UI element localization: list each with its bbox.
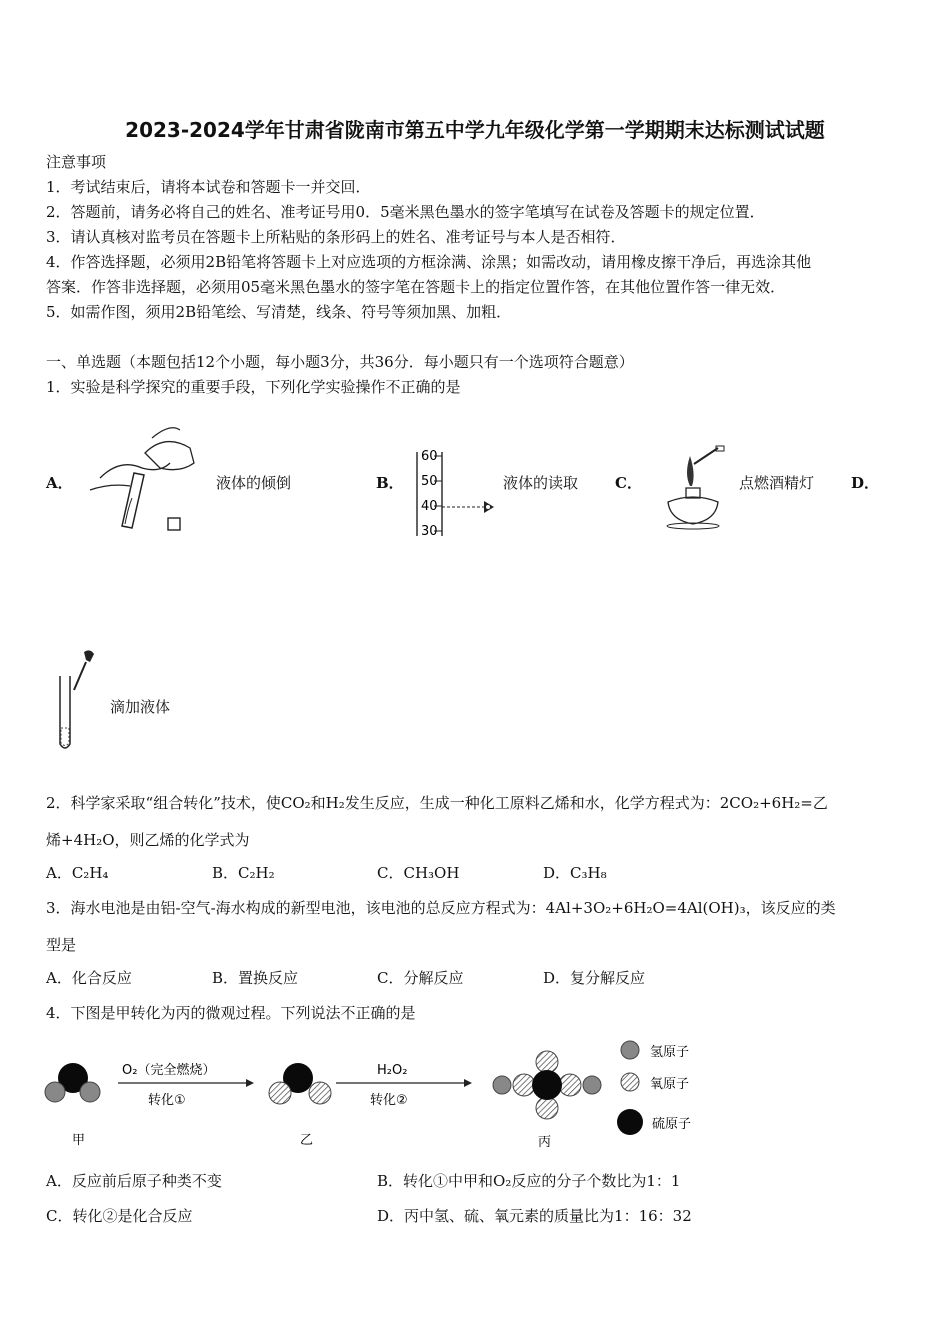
legend-oxygen-swatch	[621, 1073, 639, 1091]
q3-option-a: A．化合反应	[46, 969, 132, 987]
q3-option-d: D．复分解反应	[543, 969, 646, 987]
notice-heading: 注意事项	[46, 153, 107, 171]
notice-item: 答案．作答非选择题，必须用05毫米黑色墨水的签字笔在答题卡上的指定位置作答，在其他位置作答一律无效．	[46, 278, 786, 296]
notice-item: 4．作答选择题，必须用2B铅笔将答题卡上对应选项的方框涂满、涂黑；如需改动，请用橡皮擦干净后，再选涂其他	[46, 253, 812, 271]
page-title: 2023-2024学年甘肃省陇南市第五中学九年级化学第一学期期末达标测试试题	[125, 118, 825, 142]
q1-option-b-letter: B．	[376, 474, 404, 492]
notice-item: 3．请认真核对监考员在答题卡上所粘贴的条形码上的姓名、准考证号与本人是否相符．	[46, 228, 626, 246]
q2-option-c: C．CH₃OH	[377, 864, 460, 882]
q1-option-d-letter: D．	[851, 474, 880, 492]
legend-sulfur: 硫原子	[652, 1117, 692, 1132]
label-bing: 丙	[538, 1135, 552, 1150]
arrow1-bottom-label: 转化①	[148, 1093, 186, 1108]
q4-option-b: B．转化①中甲和O₂反应的分子个数比为1：1	[377, 1172, 681, 1190]
notice-item: 2．答题前，请务必将自己的姓名、准考证号用0．5毫米黑色墨水的签字笔填写在试卷及答题卡的规定位置．	[46, 203, 765, 221]
q2-option-d: D．C₃H₈	[543, 864, 607, 882]
dropper-testtube-illustration	[50, 648, 100, 753]
q4-stem: 4．下图是甲转化为丙的微观过程。下列说法不正确的是	[46, 1004, 416, 1022]
q1-option-d-text: 滴加液体	[110, 698, 171, 716]
q1-option-a-letter: A．	[46, 474, 73, 492]
q1-option-c-letter: C．	[615, 474, 642, 492]
legend-hydrogen: 氢原子	[650, 1045, 690, 1060]
q2-option-a: A．C₂H₄	[46, 864, 109, 882]
q3-stem-line2: 型是	[46, 936, 77, 954]
q3-option-c: C．分解反应	[377, 969, 464, 987]
label-jia: 甲	[72, 1133, 86, 1148]
alcohol-lamp-illustration	[660, 446, 730, 531]
q2-option-b: B．C₂H₂	[212, 864, 275, 882]
molecule-transformation-diagram	[40, 1040, 740, 1155]
cylinder-tick-label: 50	[421, 474, 438, 489]
label-yi: 乙	[300, 1133, 314, 1148]
q1-stem: 1．实验是科学探究的重要手段，下列化学实验操作不正确的是	[46, 378, 461, 396]
arrow1-top-label: O₂（完全燃烧）	[122, 1063, 216, 1078]
q1-option-a-text: 液体的倾倒	[216, 474, 292, 492]
graduated-cylinder-illustration	[412, 450, 502, 540]
q2-stem-line1: 2．科学家采取“组合转化”技术，使CO₂和H₂发生反应，生成一种化工原料乙烯和水，化学方程式为：2CO₂+6H₂=乙	[46, 794, 828, 812]
q4-option-a: A．反应前后原子种类不变	[46, 1172, 222, 1190]
q4-option-d: D．丙中氢、硫、氧元素的质量比为1：16：32	[377, 1207, 692, 1225]
legend-hydrogen-swatch	[621, 1041, 639, 1059]
pour-liquid-illustration	[80, 418, 200, 533]
arrow2-top-label: H₂O₂	[377, 1063, 408, 1078]
section-heading: 一、单选题（本题包括12个小题，每小题3分，共36分．每小题只有一个选项符合题意）	[46, 353, 634, 371]
q3-option-b: B．置换反应	[212, 969, 299, 987]
cylinder-tick-label: 40	[421, 499, 438, 514]
notice-item: 5．如需作图，须用2B铅笔绘、写清楚，线条、符号等须加黑、加粗．	[46, 303, 512, 321]
q1-option-c-text: 点燃酒精灯	[739, 474, 815, 492]
q1-option-b-text: 液体的读取	[503, 474, 579, 492]
notice-item: 1．考试结束后，请将本试卷和答题卡一并交回．	[46, 178, 371, 196]
q4-option-c: C．转化②是化合反应	[46, 1207, 193, 1225]
legend-oxygen: 氧原子	[650, 1077, 690, 1092]
cylinder-tick-label: 30	[421, 524, 438, 539]
legend-sulfur-swatch	[617, 1109, 643, 1135]
arrow2-bottom-label: 转化②	[370, 1093, 408, 1108]
q2-stem-line2: 烯+4H₂O，则乙烯的化学式为	[46, 831, 250, 849]
cylinder-tick-label: 60	[421, 449, 438, 464]
q3-stem-line1: 3．海水电池是由铝-空气-海水构成的新型电池，该电池的总反应方程式为：4Al+3O₂+6H₂O=4Al(OH)₃，该反应的类	[46, 899, 836, 917]
